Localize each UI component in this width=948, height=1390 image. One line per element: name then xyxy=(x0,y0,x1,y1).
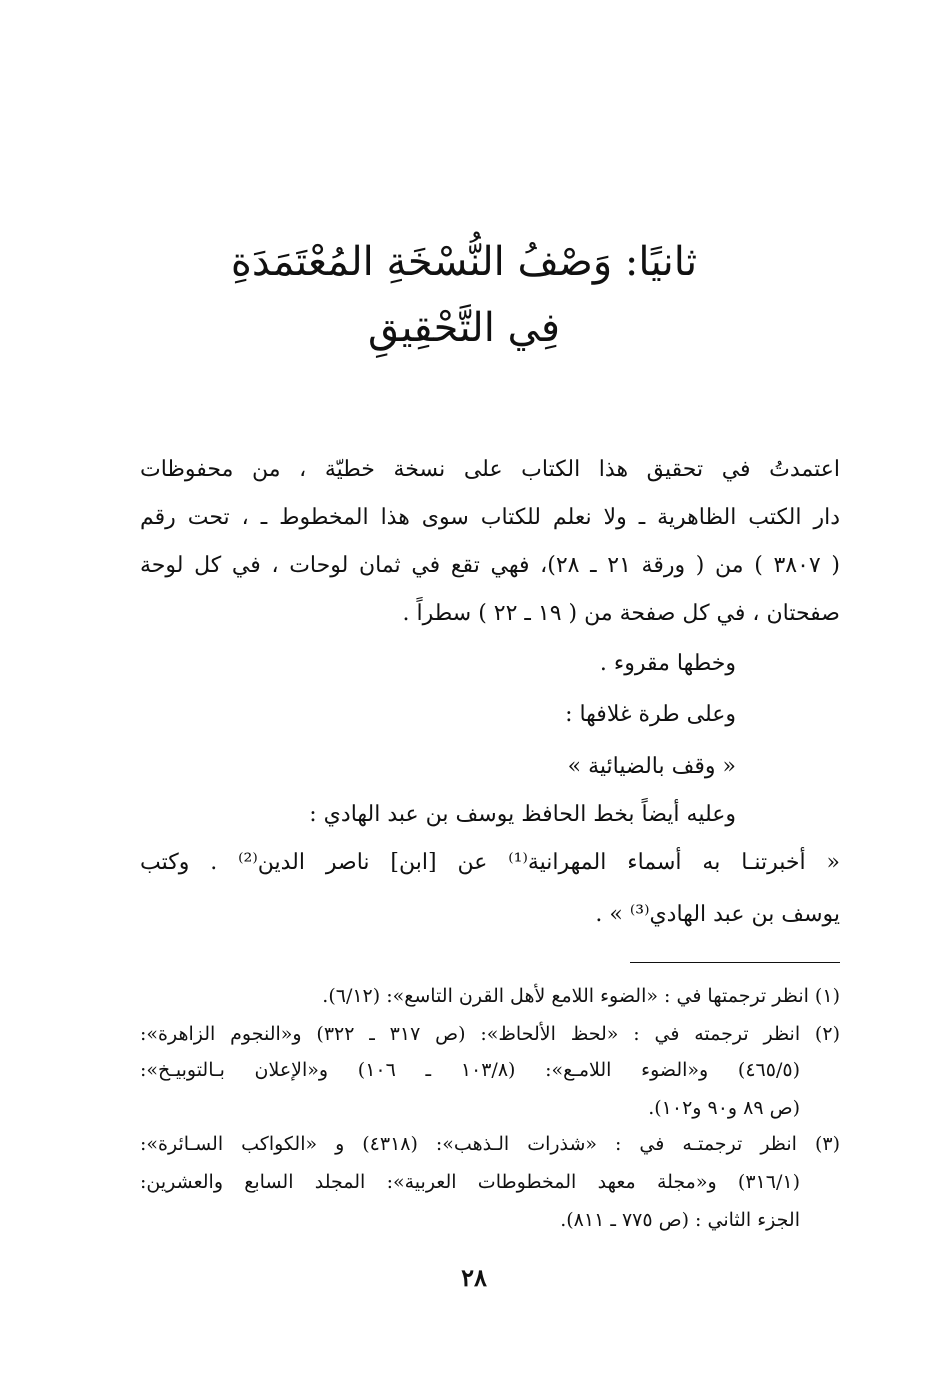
footnote-3-line-2: (٣١٦/١) و«مجلة معهد المخطوطات العربية»: المجلد السابع والعشرين: xyxy=(140,1171,800,1193)
body-quote-line-1: « أخبرتنـا به أسماء المهرانية⁽¹⁾ عن [ابن] ناصر الدين⁽²⁾ . وكتب xyxy=(140,850,840,875)
body-quote-line-2: يوسف بن عبد الهادي⁽³⁾ » . xyxy=(595,902,840,927)
body-paragraph-line-3: ( ٣٨٠٧ ) من ( ورقة ٢١ ـ ٢٨)، فهي تقع في ثمان لوحات ، في كل لوحة xyxy=(140,553,840,578)
footnote-3-line-1: (٣) انظر ترجمتـه في : «شذرات الـذهب»: (٤٣١٨) و «الكواكب السـائرة»: xyxy=(140,1133,840,1155)
section-heading-line-2: فِي التَّحْقِيقِ xyxy=(367,305,561,351)
section-heading-line-1: ثانيًا: وَصْفُ النُّسْخَةِ المُعْتَمَدَةِ xyxy=(230,239,698,285)
body-handwriting-note: وخطها مقروء . xyxy=(599,651,736,676)
footnote-3-line-3: الجزء الثاني : (ص ٧٧٥ ـ ٨١١). xyxy=(560,1209,800,1231)
body-cover-note: وعلى طرة غلافها : xyxy=(565,702,736,727)
body-paragraph-line-4: صفحتان ، في كل صفحة من ( ١٩ ـ ٢٢ ) سطراً . xyxy=(402,601,840,626)
footnote-2-line-1: (٢) انظر ترجمته في : «لحظ الألحاظ»: (ص ٣١٧ ـ ٣٢٢) و«النجوم الزاهرة»: xyxy=(140,1023,840,1045)
page-number: ٢٨ xyxy=(461,1263,487,1292)
footnote-1: (١) انظر ترجمتها في : «الضوء اللامع لأهل القرن التاسع»: (٦/١٢). xyxy=(322,985,840,1007)
body-hafiz-note: وعليه أيضاً بخط الحافظ يوسف بن عبد الهادي : xyxy=(309,802,736,827)
body-paragraph-line-2: دار الكتب الظاهرية ـ ولا نعلم للكتاب سوى هذا المخطوط ـ ، تحت رقم xyxy=(140,505,840,530)
footnote-2-line-3: (ص ٨٩ و٩٠ و١٠٢). xyxy=(648,1097,800,1119)
body-paragraph-line-1: اعتمدتُ في تحقيق هذا الكتاب على نسخة خطيّة ، من محفوظات xyxy=(140,457,840,482)
footnote-separator xyxy=(630,962,840,963)
footnote-2-line-2: (٤٦٥/٥) و«الضوء اللامـع»: (١٠٣/٨ ـ ١٠٦) و«الإعلان بـالتوبيـخ»: xyxy=(140,1059,800,1081)
body-waqf-stamp-text: « وقف بالضيائية » xyxy=(567,754,736,779)
